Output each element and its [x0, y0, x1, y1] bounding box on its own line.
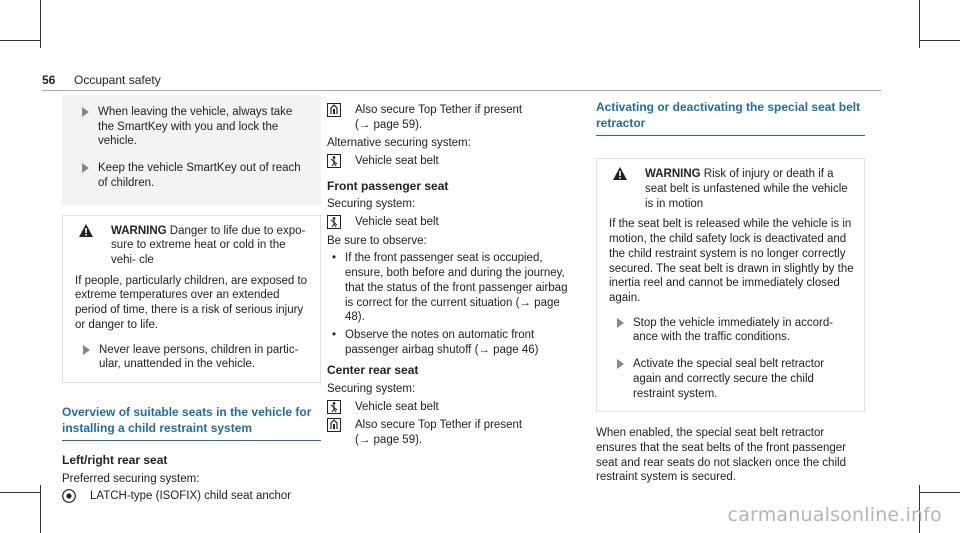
- top-tether-icon: [327, 103, 341, 117]
- bullet-item: [327, 328, 572, 357]
- crop-mark: [0, 492, 40, 493]
- column-right: [596, 100, 865, 488]
- play-arrow-icon: [82, 163, 89, 173]
- tip-item: [74, 105, 311, 149]
- icon-row-text: Vehicle seat belt: [355, 400, 439, 413]
- play-arrow-icon: [617, 318, 624, 328]
- warning-title: WARNING: [111, 224, 167, 237]
- section-rule: [596, 135, 865, 136]
- page-reference: (→ page 59).: [355, 118, 423, 131]
- warning-body: If people, particularly children, are exposed to extreme temperatures over an extended period of time, there is a risk of serious injury or danger to life.: [75, 274, 308, 331]
- icon-row: [327, 418, 572, 447]
- subheading: Front passenger seat: [327, 178, 449, 193]
- icon-row: [327, 400, 572, 415]
- section-heading: [596, 100, 865, 136]
- seat-belt-icon: [327, 400, 341, 414]
- column-left: [62, 95, 321, 508]
- icon-row-text: Also secure Top Tether if present: [355, 104, 523, 116]
- section-heading: [62, 405, 321, 441]
- icon-row: [327, 154, 572, 169]
- crop-mark: [920, 40, 960, 41]
- section-rule: [62, 440, 321, 441]
- page-number: 56: [42, 73, 56, 87]
- paragraph: When enabled, the special seat belt retractor ensures that the seat belts of the front passenger seat and rear seats do not slacken once the child restraint system is secured.: [596, 427, 846, 484]
- seat-belt-icon: [327, 154, 341, 168]
- paragraph: Alternative securing system:: [327, 137, 471, 150]
- paragraph: Be sure to observe:: [327, 234, 427, 247]
- seat-belt-icon: [327, 215, 341, 229]
- column-middle: [327, 100, 572, 452]
- tip-text: When leaving the vehicle, always take the SmartKey with you and lock the vehicle.: [98, 106, 293, 148]
- tip-box: [62, 95, 321, 205]
- section-title: Activating or deactivating the special seat belt retractor: [596, 100, 861, 130]
- paragraph: Securing system:: [327, 198, 416, 211]
- warning-title: WARNING: [645, 168, 701, 181]
- header-rule: [42, 90, 881, 91]
- play-arrow-icon: [617, 359, 624, 369]
- paragraph: Preferred securing system:: [62, 472, 200, 485]
- icon-row-text: Also secure Top Tether if present: [355, 419, 523, 432]
- icon-row: [62, 489, 321, 504]
- crop-mark: [0, 40, 40, 41]
- tip-item: [75, 343, 310, 372]
- warning-body: If the seat belt is released while the vehicle is in motion, the child safety lock is deactivated and the child restraint system is no longer correctly secured. The seat belt is drawn in slightly by the inertia reel and cannot be immediately closed again.: [609, 218, 854, 304]
- tip-item: [609, 357, 854, 401]
- warning-triangle-icon: [79, 224, 93, 242]
- icon-row: [327, 215, 572, 230]
- subheading: Center rear seat: [327, 363, 419, 378]
- page-reference: (→ page 59).: [355, 433, 423, 446]
- watermark: carmanualsonline.info: [727, 503, 942, 526]
- warning-text: Danger to life due to expo- sure to extreme heat or cold in the vehi- cle: [111, 224, 306, 267]
- tip-item: [609, 316, 854, 345]
- tip-text: Stop the vehicle immediately in accord- ance with the traffic conditions.: [633, 316, 834, 344]
- icon-row-text: Vehicle seat belt: [355, 155, 439, 168]
- subheading: Left/right rear seat: [62, 453, 168, 468]
- tip-text: Keep the vehicle SmartKey out of reach of children.: [98, 162, 301, 189]
- icon-row: [327, 103, 572, 132]
- bullet-text: If the front passenger seat is occupied, ensure, both before and during the journey, that the status of the front passenger airbag is correct for the current situation (→ page 48).: [345, 252, 568, 324]
- bullet-item: [327, 251, 572, 325]
- isofix-anchor-icon: [62, 489, 76, 503]
- page-title: Occupant safety: [74, 73, 161, 87]
- icon-row-text: LATCH-type (ISOFIX) child seat anchor: [90, 490, 292, 503]
- section-title: Overview of suitable seats in the vehicle for installing a child restraint system: [62, 405, 312, 435]
- warning-box: [62, 215, 321, 383]
- bullet-dot: •: [332, 328, 337, 341]
- paragraph: Securing system:: [327, 382, 416, 395]
- crop-mark: [40, 485, 41, 533]
- warning-box: [596, 158, 865, 412]
- tip-text: Activate the special seal belt retractor again and correctly secure the child restraint system.: [633, 358, 825, 400]
- warning-header: [75, 224, 310, 268]
- warning-header: [609, 167, 854, 211]
- tip-text: Never leave persons, children in partic- ular, unattended in the vehicle.: [99, 343, 299, 371]
- warning-text: Risk of injury or death if a seat belt is unfastened while the vehicle is in motion: [645, 168, 848, 210]
- warning-triangle-icon: [613, 167, 627, 185]
- bullet-dot: •: [332, 252, 337, 265]
- play-arrow-icon: [83, 345, 90, 355]
- bullet-text: Observe the notes on automatic front passenger airbag shutoff (→ page 46): [345, 328, 539, 356]
- tip-item: [74, 161, 311, 190]
- crop-mark: [40, 0, 41, 48]
- play-arrow-icon: [82, 107, 89, 117]
- icon-row-text: Vehicle seat belt: [355, 215, 439, 228]
- crop-mark: [920, 492, 960, 493]
- top-tether-icon: [327, 418, 341, 432]
